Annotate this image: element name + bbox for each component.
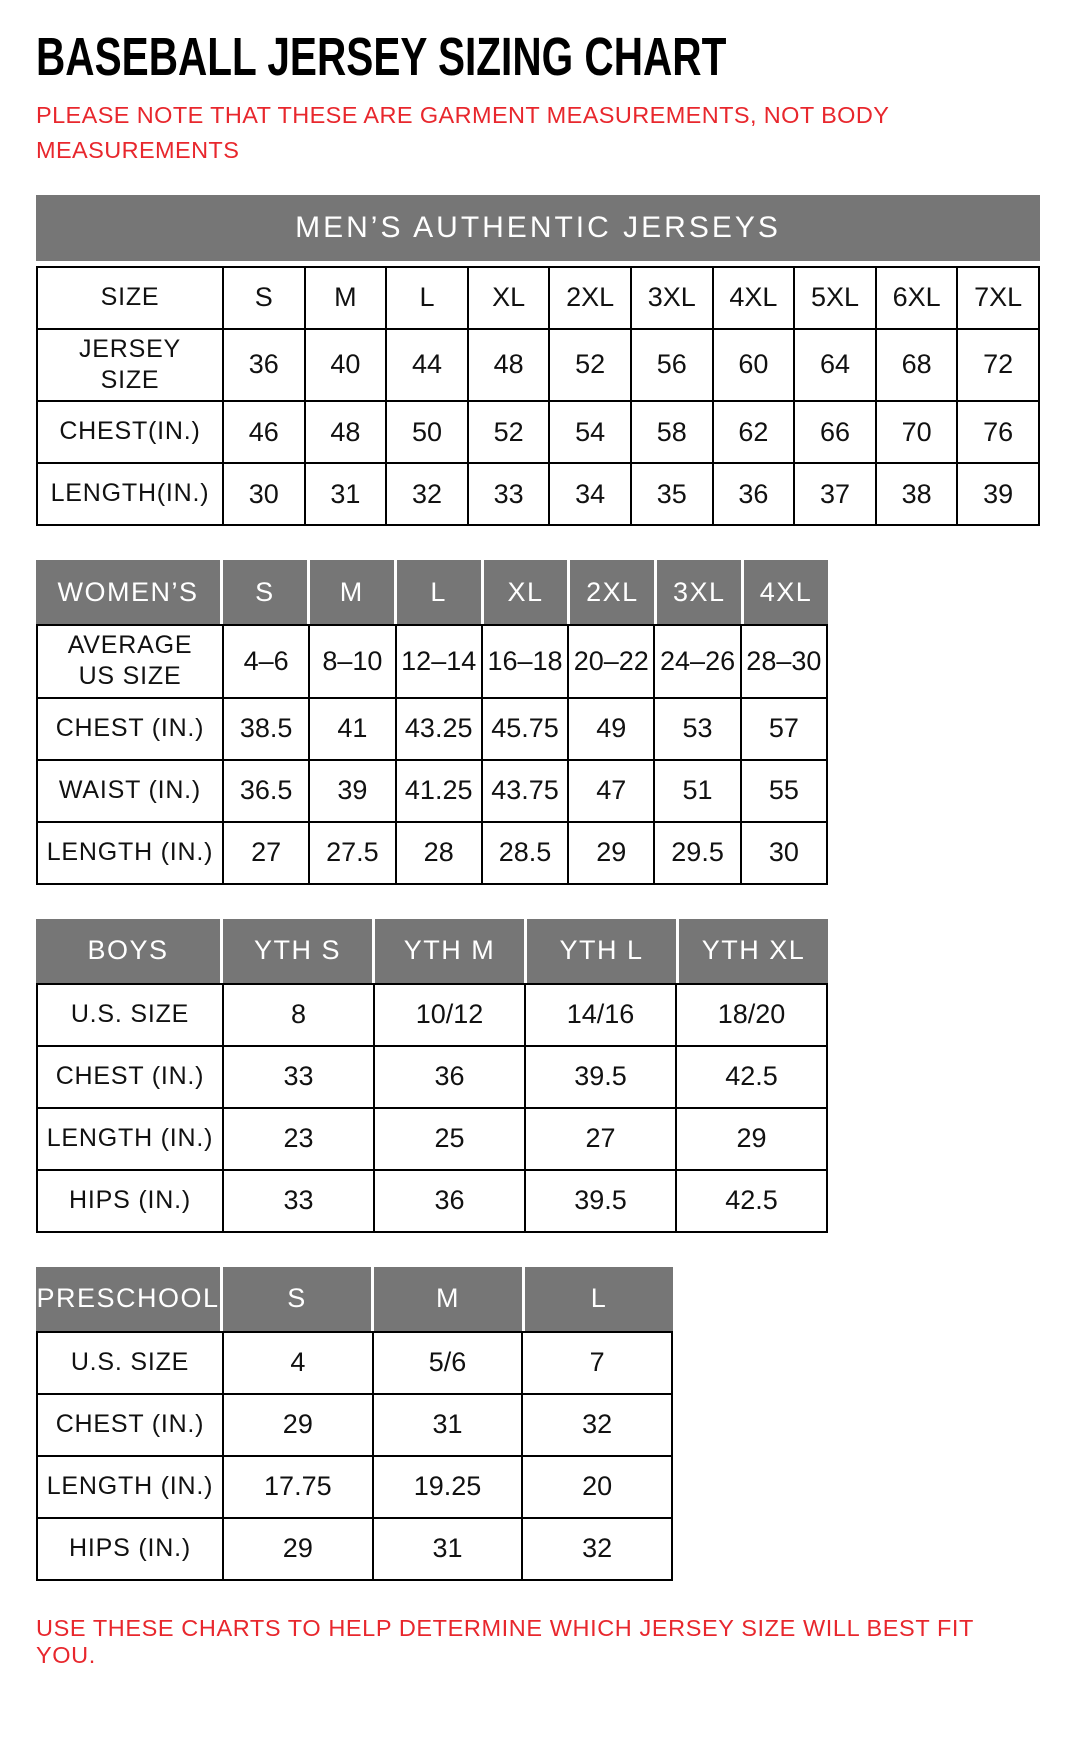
preschool-column-header: L	[525, 1267, 673, 1331]
preschool-table-body	[36, 1331, 673, 1581]
preschool-row-label: CHEST (IN.)	[38, 1395, 222, 1455]
mens-value-cell: 62	[714, 402, 794, 462]
mens-row-label: LENGTH(IN.)	[38, 464, 222, 524]
boys-value-cell: 39.5	[526, 1171, 675, 1231]
womens-value-cell: 28–30	[742, 626, 826, 697]
mens-value-cell: 4XL	[714, 268, 794, 328]
mens-value-cell: 50	[387, 402, 467, 462]
sizing-table-mens	[36, 195, 1040, 527]
boys-header-label: BOYS	[36, 919, 220, 983]
mens-row-label: JERSEY SIZE	[38, 330, 222, 401]
boys-row-label: U.S. SIZE	[38, 985, 222, 1045]
womens-value-cell: 27	[224, 823, 308, 883]
mens-value-cell: 33	[469, 464, 549, 524]
womens-header-row	[36, 560, 828, 624]
mens-value-cell: 35	[632, 464, 712, 524]
boys-value-cell: 18/20	[677, 985, 826, 1045]
womens-column-header: 2XL	[570, 560, 654, 624]
mens-value-cell: 68	[877, 330, 957, 401]
womens-value-cell: 28.5	[483, 823, 567, 883]
boys-value-cell: 39.5	[526, 1047, 675, 1107]
womens-value-cell: 45.75	[483, 699, 567, 759]
womens-table-body	[36, 624, 828, 885]
womens-value-cell: 36.5	[224, 761, 308, 821]
mens-value-cell: 60	[714, 330, 794, 401]
womens-column-header: 4XL	[744, 560, 828, 624]
womens-value-cell: 55	[742, 761, 826, 821]
womens-value-cell: 47	[569, 761, 653, 821]
boys-value-cell: 33	[224, 1047, 373, 1107]
womens-value-cell: 24–26	[655, 626, 739, 697]
preschool-value-cell: 32	[523, 1519, 671, 1579]
mens-table-banner: MEN’S AUTHENTIC JERSEYS	[36, 195, 1040, 261]
mens-value-cell: 5XL	[795, 268, 875, 328]
womens-value-cell: 20–22	[569, 626, 653, 697]
womens-row-label: CHEST (IN.)	[38, 699, 222, 759]
mens-value-cell: 56	[632, 330, 712, 401]
womens-value-cell: 38.5	[224, 699, 308, 759]
womens-value-cell: 41.25	[397, 761, 481, 821]
preschool-column-header: M	[374, 1267, 522, 1331]
preschool-value-cell: 17.75	[224, 1457, 372, 1517]
boys-column-header: YTH S	[223, 919, 372, 983]
preschool-row-label: LENGTH (IN.)	[38, 1457, 222, 1517]
preschool-value-cell: 32	[523, 1395, 671, 1455]
womens-value-cell: 12–14	[397, 626, 481, 697]
boys-value-cell: 8	[224, 985, 373, 1045]
boys-value-cell: 27	[526, 1109, 675, 1169]
preschool-value-cell: 20	[523, 1457, 671, 1517]
mens-row-label: CHEST(IN.)	[38, 402, 222, 462]
boys-value-cell: 33	[224, 1171, 373, 1231]
mens-value-cell: 36	[714, 464, 794, 524]
mens-value-cell: 46	[224, 402, 304, 462]
mens-value-cell: 3XL	[632, 268, 712, 328]
mens-value-cell: 39	[958, 464, 1038, 524]
mens-value-cell: 48	[469, 330, 549, 401]
womens-value-cell: 27.5	[310, 823, 394, 883]
mens-value-cell: 38	[877, 464, 957, 524]
boys-column-header: YTH XL	[679, 919, 828, 983]
boys-value-cell: 42.5	[677, 1047, 826, 1107]
womens-row-label: AVERAGE US SIZE	[38, 626, 222, 697]
page-title: BASEBALL JERSEY SIZING CHART	[36, 27, 727, 88]
mens-value-cell: 34	[550, 464, 630, 524]
boys-row-label: CHEST (IN.)	[38, 1047, 222, 1107]
womens-value-cell: 16–18	[483, 626, 567, 697]
boys-column-header: YTH M	[375, 919, 524, 983]
tables-container	[36, 195, 1040, 1581]
mens-value-cell: XL	[469, 268, 549, 328]
boys-value-cell: 42.5	[677, 1171, 826, 1231]
mens-value-cell: M	[306, 268, 386, 328]
preschool-header-label: PRESCHOOL	[36, 1267, 220, 1331]
womens-value-cell: 4–6	[224, 626, 308, 697]
boys-header-row	[36, 919, 828, 983]
womens-value-cell: 43.75	[483, 761, 567, 821]
preschool-value-cell: 31	[374, 1519, 522, 1579]
preschool-value-cell: 5/6	[374, 1333, 522, 1393]
boys-value-cell: 36	[375, 1171, 524, 1231]
womens-value-cell: 51	[655, 761, 739, 821]
womens-value-cell: 29	[569, 823, 653, 883]
preschool-header-row	[36, 1267, 673, 1331]
mens-value-cell: 66	[795, 402, 875, 462]
mens-value-cell: 7XL	[958, 268, 1038, 328]
boys-value-cell: 25	[375, 1109, 524, 1169]
womens-row-label: WAIST (IN.)	[38, 761, 222, 821]
preschool-value-cell: 29	[224, 1395, 372, 1455]
womens-value-cell: 28	[397, 823, 481, 883]
sizing-table-boys	[36, 919, 1040, 1233]
womens-value-cell: 53	[655, 699, 739, 759]
womens-value-cell: 29.5	[655, 823, 739, 883]
boys-row-label: HIPS (IN.)	[38, 1171, 222, 1231]
preschool-value-cell: 4	[224, 1333, 372, 1393]
mens-table-body	[36, 266, 1040, 527]
womens-column-header: S	[223, 560, 307, 624]
womens-value-cell: 49	[569, 699, 653, 759]
boys-value-cell: 29	[677, 1109, 826, 1169]
mens-value-cell: 54	[550, 402, 630, 462]
mens-value-cell: 72	[958, 330, 1038, 401]
womens-value-cell: 43.25	[397, 699, 481, 759]
womens-value-cell: 57	[742, 699, 826, 759]
measurement-note: PLEASE NOTE THAT THESE ARE GARMENT MEASUREMENTS, NOT BODY MEASUREMENTS	[36, 102, 889, 164]
mens-value-cell: 32	[387, 464, 467, 524]
mens-value-cell: 31	[306, 464, 386, 524]
mens-value-cell: 52	[550, 330, 630, 401]
boys-value-cell: 10/12	[375, 985, 524, 1045]
mens-row-label: SIZE	[38, 268, 222, 328]
womens-column-header: L	[397, 560, 481, 624]
preschool-column-header: S	[223, 1267, 371, 1331]
mens-value-cell: 6XL	[877, 268, 957, 328]
mens-value-cell: 37	[795, 464, 875, 524]
mens-value-cell: 30	[224, 464, 304, 524]
mens-value-cell: 2XL	[550, 268, 630, 328]
mens-value-cell: 44	[387, 330, 467, 401]
sizing-table-preschool	[36, 1267, 1040, 1581]
mens-value-cell: 58	[632, 402, 712, 462]
mens-value-cell: 76	[958, 402, 1038, 462]
mens-value-cell: 64	[795, 330, 875, 401]
boys-column-header: YTH L	[527, 919, 676, 983]
womens-value-cell: 41	[310, 699, 394, 759]
footer-note: USE THESE CHARTS TO HELP DETERMINE WHICH JERSEY SIZE WILL BEST FIT YOU.	[36, 1614, 974, 1668]
mens-value-cell: 36	[224, 330, 304, 401]
mens-value-cell: L	[387, 268, 467, 328]
boys-value-cell: 36	[375, 1047, 524, 1107]
womens-column-header: 3XL	[657, 560, 741, 624]
boys-table-body	[36, 983, 828, 1233]
boys-value-cell: 23	[224, 1109, 373, 1169]
mens-value-cell: 40	[306, 330, 386, 401]
womens-column-header: M	[310, 560, 394, 624]
preschool-value-cell: 29	[224, 1519, 372, 1579]
boys-row-label: LENGTH (IN.)	[38, 1109, 222, 1169]
womens-value-cell: 39	[310, 761, 394, 821]
womens-value-cell: 8–10	[310, 626, 394, 697]
boys-value-cell: 14/16	[526, 985, 675, 1045]
preschool-value-cell: 19.25	[374, 1457, 522, 1517]
preschool-value-cell: 7	[523, 1333, 671, 1393]
mens-value-cell: 48	[306, 402, 386, 462]
womens-row-label: LENGTH (IN.)	[38, 823, 222, 883]
preschool-value-cell: 31	[374, 1395, 522, 1455]
preschool-row-label: HIPS (IN.)	[38, 1519, 222, 1579]
mens-value-cell: 70	[877, 402, 957, 462]
mens-value-cell: S	[224, 268, 304, 328]
womens-column-header: XL	[484, 560, 568, 624]
mens-value-cell: 52	[469, 402, 549, 462]
sizing-table-womens	[36, 560, 1040, 885]
womens-header-label: WOMEN’S	[36, 560, 220, 624]
womens-value-cell: 30	[742, 823, 826, 883]
preschool-row-label: U.S. SIZE	[38, 1333, 222, 1393]
